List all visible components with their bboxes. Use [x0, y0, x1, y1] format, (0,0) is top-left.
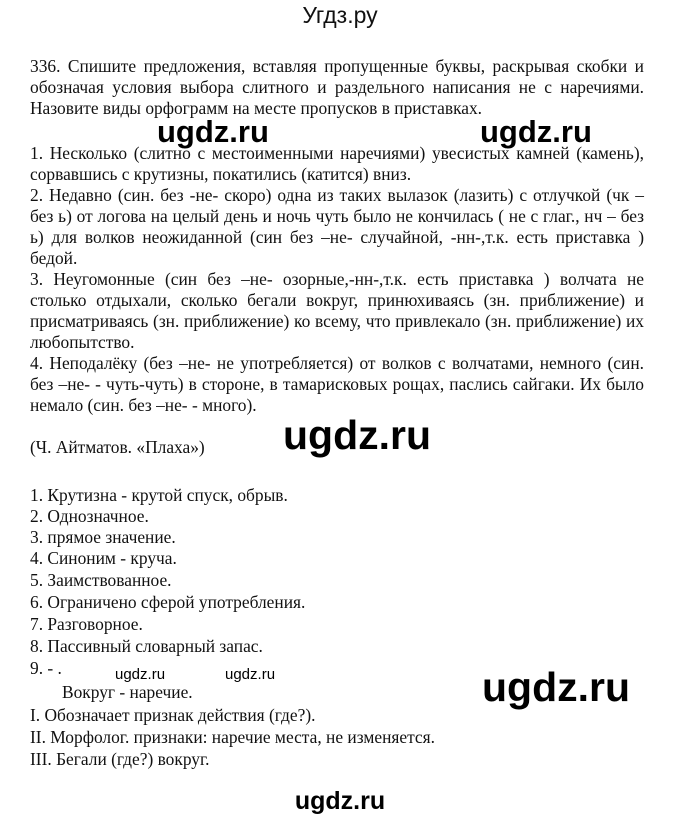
watermark: ugdz.ru	[480, 114, 592, 149]
task-text: 336. Спишите предложения, вставляя пропущенные буквы, раскрывая скобки и обозначая условия выбора слитного и раздельного написания не с наречиями. Назовите виды орфограмм на месте пропусков в приставках.	[30, 56, 644, 118]
watermark: ugdz.ru	[115, 666, 166, 683]
analysis-item: 2. Однозначное.	[30, 506, 149, 526]
source-citation: (Ч. Айтматов. «Плаха»)	[30, 437, 205, 457]
footer-watermark: ugdz.ru	[294, 787, 386, 815]
watermark: ugdz.ru	[225, 666, 276, 683]
analysis-item: 8. Пассивный словарный запас.	[30, 636, 263, 656]
watermark: ugdz.ru	[157, 114, 269, 149]
watermark: ugdz.ru	[283, 412, 432, 458]
analysis-item: 5. Заимствованное.	[30, 570, 172, 590]
analysis-item: 6. Ограничено сферой употребления.	[30, 592, 306, 612]
analysis-item: 3. прямое значение.	[30, 527, 176, 547]
sentence-3: 3. Неугомонные (син без –не- озорные,-нн-,т.к. есть приставка ) волчата не столько отдыхали, сколько бегали вокруг, принюхиваясь (зн. приближение) и присматриваясь (зн. приближение) ко всему, что привлекало (зн. приближение) их любопытство.	[30, 269, 644, 352]
sentence-1: 1. Несколько (слитно с местоименными наречиями) увесистых камней (камень), сорвавшись с крутизны, покатились (катится) вниз.	[30, 143, 644, 184]
analysis-item: 7. Разговорное.	[30, 614, 143, 634]
watermark: ugdz.ru	[482, 664, 631, 710]
morph-item: I. Обозначает признак действия (где?).	[30, 705, 316, 725]
sentence-2: 2. Недавно (син. без -не- скоро) одна из таких вылазок (лазить) с отлучкой (чк – без ь) от логова на целый день и ночь чуть было не кончилась ( не с глаг., нч – без ь) для волков неожиданной (син без –не- случайной, -нн-,т.к. есть приставка ) бедой.	[30, 185, 644, 268]
analysis-item: 9. - .	[30, 658, 62, 678]
analysis-item: 4. Синоним - круча.	[30, 548, 177, 568]
morph-item: III. Бегали (где?) вокруг.	[30, 749, 210, 769]
analysis-item: 1. Крутизна - крутой спуск, обрыв.	[30, 485, 288, 505]
site-title: Угдз.ру	[302, 2, 378, 28]
sentence-4: 4. Неподалёку (без –не- не употребляется) от волков с волчатами, немного (син. без –не- - чуть-чуть) в стороне, в тамарисковых рощах, паслись сайгаки. Их было немало (син. без –не- - много).	[30, 353, 644, 415]
morph-title: Вокруг - наречие.	[62, 682, 193, 702]
morph-item: II. Морфолог. признаки: наречие места, не изменяется.	[30, 727, 435, 747]
